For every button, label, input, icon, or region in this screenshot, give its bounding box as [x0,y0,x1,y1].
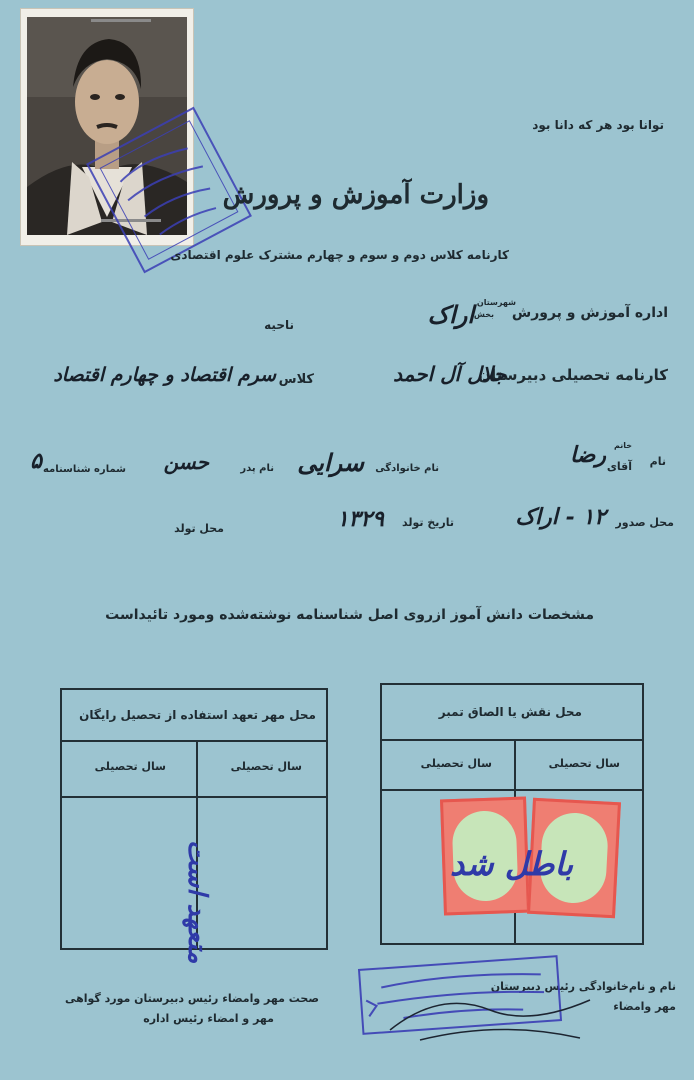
id-value: ۵ [30,448,42,474]
birth-place-label: محل تولد [174,522,224,535]
cancel-mark: باطل شد [450,845,574,883]
title-small-label: خانم [613,441,632,450]
free-education-table-title: محل مهر تعهد استفاده از تحصیل رایگان [79,708,316,722]
issue-place-value: ۱۲ - اراک [515,504,606,530]
ministry-title: وزارت آموزش و پرورش [222,180,489,210]
class-label: کلاس [278,372,314,387]
district-label-small: بخش [473,310,494,319]
id-label: شماره شناسنامه [42,464,126,475]
title-label: آقای [606,460,632,473]
father-value: حسن [163,450,209,474]
family-value: سرایی [297,448,364,477]
city-value: اراک [427,300,474,329]
name-value: رضا [569,442,606,468]
class-value: سرم اقتصاد و چهارم اقتصاد [53,364,276,386]
signature-scribble [380,970,600,1050]
verification-sign-label: صحت مهر وامضاء رئیس دبیرستان مورد گواهی [64,992,319,1005]
father-label: نام پدر [240,463,274,474]
office-label: اداره آموزش و پرورش [511,305,668,321]
verification-note: مشخصات دانش آموز ازروی اصل شناسنامه نوشته‌شده ومورد تائیداست [105,607,594,623]
school-label: کارنامه تحصیلی دبیرستان [478,366,668,384]
name-label: نام [649,455,666,468]
motto: توانا بود هر که دانا بود [532,118,664,132]
free-education-table [60,688,328,964]
free-education-col2-header: سال تحصیلی [94,760,166,773]
principal-name-label: نام و نام‌خانوادگی رئیس دبیرستان [490,980,676,993]
city-label: شهرستان [476,298,516,307]
photo-staple [91,19,151,22]
issue-place-label: محل صدور [615,516,674,529]
tax-stamp-col1-header: سال تحصیلی [548,757,620,770]
school-value: جلال آل احمد [393,362,506,386]
report-subtitle: کارنامه کلاس دوم و سوم و چهارم مشترک علوم اقتصادی [170,248,509,262]
tax-stamp-col2-header: سال تحصیلی [420,757,492,770]
birth-date-label: تاریخ تولد [402,516,454,529]
office-head-sign-label: مهر و امضاء رئیس اداره [143,1012,274,1025]
free-education-col1-header: سال تحصیلی [230,760,302,773]
family-label: نام خانوادگی [375,463,439,474]
district-label: ناحیه [264,318,294,332]
commitment-handwriting: متعهد است [182,840,212,964]
tax-stamp-table-title: محل نقش یا الصاق تمبر [438,705,582,719]
principal-sign-label: مهر وامضاء [613,1000,676,1013]
birth-date-value: ۱۳۲۹ [336,506,384,532]
